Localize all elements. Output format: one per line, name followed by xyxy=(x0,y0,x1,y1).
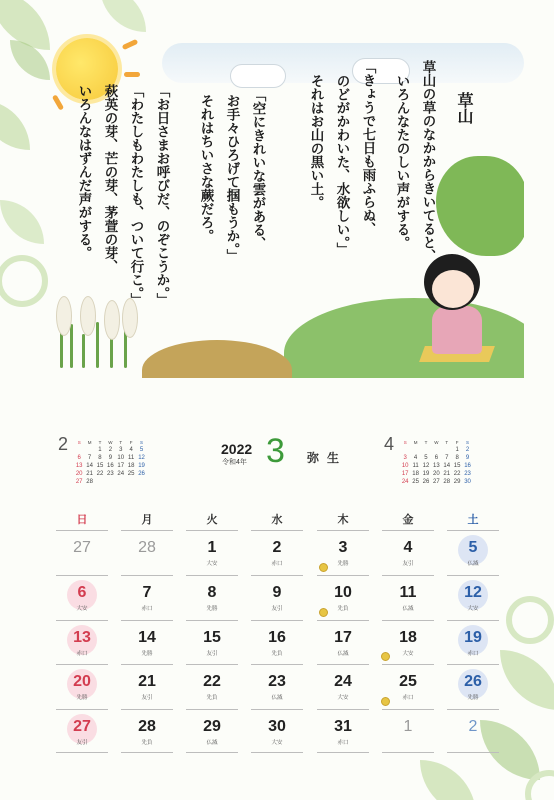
poem-line: 「わたしもわたしも、ついて行こ。」 xyxy=(127,84,144,307)
mini-day: 28 xyxy=(86,479,93,485)
mini-day: 9 xyxy=(465,455,470,461)
day-cell[interactable] xyxy=(247,718,307,776)
mini-day: 9 xyxy=(108,455,113,461)
mini-day xyxy=(410,446,420,454)
rokuyo-label: 先勝 xyxy=(206,606,218,612)
day-cell[interactable] xyxy=(117,718,177,776)
rokuyo-label: 先勝 xyxy=(141,651,153,657)
day-number: 27 xyxy=(73,718,91,735)
poem-line: それはお山の黒い土。 xyxy=(307,74,324,209)
day-number: 28 xyxy=(138,539,156,556)
mini-day: 17 xyxy=(117,463,125,469)
day-number: 30 xyxy=(268,718,286,735)
mini-day: 19 xyxy=(422,471,430,477)
mini-day: 8 xyxy=(98,455,102,461)
mini-day: 4 xyxy=(413,455,418,461)
mini-day: 13 xyxy=(75,463,83,469)
mini-weekday: S xyxy=(403,439,407,445)
grass-blade xyxy=(96,322,99,368)
mini-day: 29 xyxy=(453,479,461,485)
day-number: 1 xyxy=(403,718,413,735)
day-number: 22 xyxy=(203,673,221,690)
day-number: 14 xyxy=(138,629,156,646)
mini-day: 1 xyxy=(455,447,459,453)
mini-day: 20 xyxy=(433,471,440,477)
mini-day: 1 xyxy=(98,447,102,453)
rokuyo-label: 仏滅 xyxy=(271,695,283,701)
poem-line: 「きょうで七日も雨ふらぬ、 xyxy=(359,60,376,236)
day-cell[interactable] xyxy=(52,718,112,776)
ring-decoration xyxy=(506,596,554,644)
day-number: 21 xyxy=(138,673,156,690)
mini-day xyxy=(431,446,441,454)
mini-day: 2 xyxy=(108,447,113,453)
mini-day: 4 xyxy=(129,447,133,453)
rokuyo-label: 先勝 xyxy=(337,561,349,567)
mini-day: 3 xyxy=(403,455,407,461)
day-number: 13 xyxy=(73,629,91,646)
mini-day: 7 xyxy=(445,455,449,461)
mini-day: 6 xyxy=(77,455,81,461)
moon-phase-icon xyxy=(319,563,328,572)
pampas-plume xyxy=(80,296,96,336)
weekday-wed: 水 xyxy=(271,513,283,526)
day-number: 27 xyxy=(73,539,91,556)
day-number: 15 xyxy=(203,629,221,646)
mini-weekday: T xyxy=(119,439,123,445)
day-number: 2 xyxy=(468,718,478,735)
mini-day: 21 xyxy=(86,471,93,477)
day-number: 3 xyxy=(338,539,348,556)
mini-day: 21 xyxy=(443,471,451,477)
pampas-plume xyxy=(56,296,72,336)
mini-day: 15 xyxy=(96,463,104,469)
mini-weekday: F xyxy=(129,439,133,445)
mini-day: 18 xyxy=(127,463,135,469)
leaf-decoration xyxy=(500,650,554,710)
day-number: 29 xyxy=(203,718,221,735)
mini-weekday: S xyxy=(140,439,144,445)
rokuyo-label: 友引 xyxy=(141,695,153,701)
rokuyo-label: 大安 xyxy=(271,740,283,746)
day-cell[interactable] xyxy=(378,718,438,776)
rokuyo-label: 赤口 xyxy=(76,651,88,657)
mini-day xyxy=(84,446,94,454)
mini-day: 14 xyxy=(443,463,451,469)
mini-weekday: S xyxy=(466,439,470,445)
mini-day: 2 xyxy=(465,447,470,453)
day-number: 26 xyxy=(464,673,482,690)
grass-blade xyxy=(70,324,73,368)
mini-weekday: W xyxy=(108,439,113,445)
grid-divider xyxy=(447,530,499,531)
rokuyo-label: 赤口 xyxy=(402,695,414,701)
day-number: 24 xyxy=(334,673,352,690)
mini-day: 19 xyxy=(138,463,145,469)
mini-day: 23 xyxy=(464,471,471,477)
mini-weekday: W xyxy=(434,439,439,445)
mini-weekday: M xyxy=(413,439,418,445)
weekday-fri: 金 xyxy=(402,513,414,526)
rokuyo-label: 先勝 xyxy=(467,695,479,701)
grid-divider xyxy=(121,530,173,531)
poem-line: 「空にきれいな雲がある、 xyxy=(249,88,266,250)
leaf-decoration xyxy=(0,200,44,244)
mini-weekday: T xyxy=(98,439,102,445)
mini-day xyxy=(105,478,115,486)
poem-line: いろんなはずんだ声がする。 xyxy=(75,84,92,260)
mini-day: 23 xyxy=(107,471,114,477)
mini-day xyxy=(126,478,136,486)
rokuyo-label: 先負 xyxy=(206,695,218,701)
rokuyo-label: 仏滅 xyxy=(206,740,218,746)
day-number: 19 xyxy=(464,629,482,646)
mini-day: 12 xyxy=(422,463,430,469)
day-number: 11 xyxy=(399,584,417,601)
day-cell[interactable] xyxy=(182,718,242,776)
day-number: 2 xyxy=(272,539,282,556)
poem-line: 草山の草のなかからきいてると、 xyxy=(419,60,436,263)
rokuyo-label: 先負 xyxy=(337,606,349,612)
rokuyo-label: 赤口 xyxy=(337,740,349,746)
rokuyo-label: 仏滅 xyxy=(467,561,479,567)
mini-day: 3 xyxy=(119,447,123,453)
rokuyo-label: 友引 xyxy=(206,651,218,657)
poem-line: お手々ひろげて掴もうか。」 xyxy=(223,94,240,263)
rokuyo-label: 先負 xyxy=(271,651,283,657)
cloud-icon xyxy=(230,64,286,88)
day-number: 12 xyxy=(464,584,482,601)
rokuyo-label: 先負 xyxy=(141,740,153,746)
moon-phase-icon xyxy=(319,608,328,617)
rokuyo-label: 大安 xyxy=(467,606,479,612)
day-number: 9 xyxy=(272,584,282,601)
mini-weekday: F xyxy=(455,439,459,445)
grass-blade xyxy=(82,334,85,368)
weekday-mon: 月 xyxy=(141,513,153,526)
mini-day: 10 xyxy=(117,455,125,461)
tree-icon xyxy=(436,156,524,256)
mini-day xyxy=(421,446,431,454)
mini-weekday: S xyxy=(77,439,81,445)
sun-ray xyxy=(122,39,139,50)
mini-day: 13 xyxy=(433,463,440,469)
grid-divider xyxy=(317,530,369,531)
poem-title: 草山 xyxy=(455,92,474,124)
next-month-number: 4 xyxy=(384,434,395,454)
mini-day: 5 xyxy=(139,447,144,453)
mini-day: 11 xyxy=(412,463,419,469)
mini-day: 11 xyxy=(128,455,135,461)
month-name: 弥生 xyxy=(307,451,348,465)
sun-ray xyxy=(52,94,64,110)
moon-phase-icon xyxy=(381,652,390,661)
mini-day: 26 xyxy=(138,471,145,477)
poem-illustration xyxy=(52,28,524,378)
sun-ray xyxy=(124,72,140,77)
mini-day: 26 xyxy=(422,479,430,485)
day-number: 4 xyxy=(403,539,413,556)
day-cell[interactable] xyxy=(443,718,503,776)
rokuyo-label: 友引 xyxy=(271,606,283,612)
leaf-decoration xyxy=(0,100,30,150)
rokuyo-label: 赤口 xyxy=(467,651,479,657)
grass-blade xyxy=(60,332,63,368)
next-month-mini-calendar xyxy=(400,438,473,486)
mini-day xyxy=(95,478,105,486)
mini-day: 12 xyxy=(138,455,145,461)
rokuyo-label: 先勝 xyxy=(76,695,88,701)
mini-day: 22 xyxy=(453,471,461,477)
prev-month-number: 2 xyxy=(58,434,69,454)
girl-face xyxy=(432,270,474,308)
rokuyo-label: 友引 xyxy=(402,561,414,567)
mini-day: 30 xyxy=(464,479,471,485)
mini-day: 24 xyxy=(401,479,409,485)
day-number: 17 xyxy=(334,629,352,646)
mini-day: 20 xyxy=(75,471,83,477)
day-number: 18 xyxy=(399,629,417,646)
day-number: 23 xyxy=(268,673,286,690)
rokuyo-label: 大安 xyxy=(76,606,88,612)
day-number: 28 xyxy=(138,718,156,735)
mini-day: 17 xyxy=(401,471,409,477)
mini-day xyxy=(116,478,126,486)
weekday-sat: 土 xyxy=(467,513,479,526)
mini-day: 25 xyxy=(127,471,135,477)
poem-line: 「お日さまお呼びだ、のぞこうか。」 xyxy=(153,84,170,307)
rokuyo-label: 大安 xyxy=(206,561,218,567)
day-number: 6 xyxy=(77,584,87,601)
mini-day: 16 xyxy=(107,463,114,469)
day-number: 1 xyxy=(207,539,217,556)
mini-day: 14 xyxy=(86,463,93,469)
mini-day: 24 xyxy=(117,471,125,477)
mini-day: 27 xyxy=(75,479,83,485)
day-number: 31 xyxy=(334,718,352,735)
mini-day: 18 xyxy=(412,471,419,477)
poem-line: のどがかわいた、水欲しい。」 xyxy=(333,74,350,257)
grid-divider xyxy=(186,530,238,531)
girl-kimono xyxy=(432,306,482,354)
mini-day: 15 xyxy=(453,463,461,469)
mini-day xyxy=(400,446,410,454)
day-number: 16 xyxy=(268,629,286,646)
mini-weekday: T xyxy=(424,439,428,445)
mini-day: 6 xyxy=(434,455,439,461)
grid-divider xyxy=(56,530,108,531)
rokuyo-label: 友引 xyxy=(76,740,88,746)
brown-hill xyxy=(142,340,292,378)
month-number: 3 xyxy=(266,432,285,470)
rokuyo-label: 仏滅 xyxy=(402,606,414,612)
mini-day: 10 xyxy=(401,463,409,469)
mini-weekday: T xyxy=(445,439,449,445)
weekday-thu: 木 xyxy=(337,513,349,526)
day-number: 8 xyxy=(207,584,217,601)
grid-divider xyxy=(382,530,434,531)
mini-day: 16 xyxy=(464,463,471,469)
green-hill xyxy=(284,298,524,378)
day-number: 25 xyxy=(399,673,417,690)
weekday-sun: 日 xyxy=(76,513,88,526)
moon-phase-icon xyxy=(381,697,390,706)
poem-line: それはちいさな蕨だろ。 xyxy=(197,94,214,243)
mini-day: 28 xyxy=(443,479,451,485)
poem-line: いろんなたのしい声がする。 xyxy=(393,74,410,250)
rokuyo-label: 大安 xyxy=(402,651,414,657)
rokuyo-label: 赤口 xyxy=(271,561,283,567)
rokuyo-label: 赤口 xyxy=(141,606,153,612)
weekday-tue: 火 xyxy=(206,513,218,526)
grid-divider xyxy=(251,530,303,531)
day-number: 5 xyxy=(468,539,478,556)
mini-day: 5 xyxy=(424,455,428,461)
prev-month-mini-calendar xyxy=(74,438,147,486)
day-number: 20 xyxy=(73,673,91,690)
day-cell[interactable] xyxy=(313,718,373,776)
mini-day: 7 xyxy=(87,455,92,461)
mini-day xyxy=(136,478,146,486)
day-number: 10 xyxy=(334,584,352,601)
year-label: 2022 xyxy=(221,441,253,457)
ring-decoration xyxy=(0,255,48,307)
rokuyo-label: 仏滅 xyxy=(337,651,349,657)
day-number: 7 xyxy=(142,584,152,601)
mini-day: 27 xyxy=(433,479,440,485)
mini-day xyxy=(74,446,84,454)
mini-day: 25 xyxy=(412,479,419,485)
mini-weekday: M xyxy=(87,439,92,445)
mini-day xyxy=(442,446,452,454)
mini-day: 8 xyxy=(455,455,459,461)
pampas-plume xyxy=(104,300,120,340)
mini-day: 22 xyxy=(96,471,104,477)
rokuyo-label: 大安 xyxy=(337,695,349,701)
poem-line: 萩英の芽、芒の芽、茅萱の芽、 xyxy=(101,84,118,273)
era-label: 令和4年 xyxy=(222,459,247,466)
